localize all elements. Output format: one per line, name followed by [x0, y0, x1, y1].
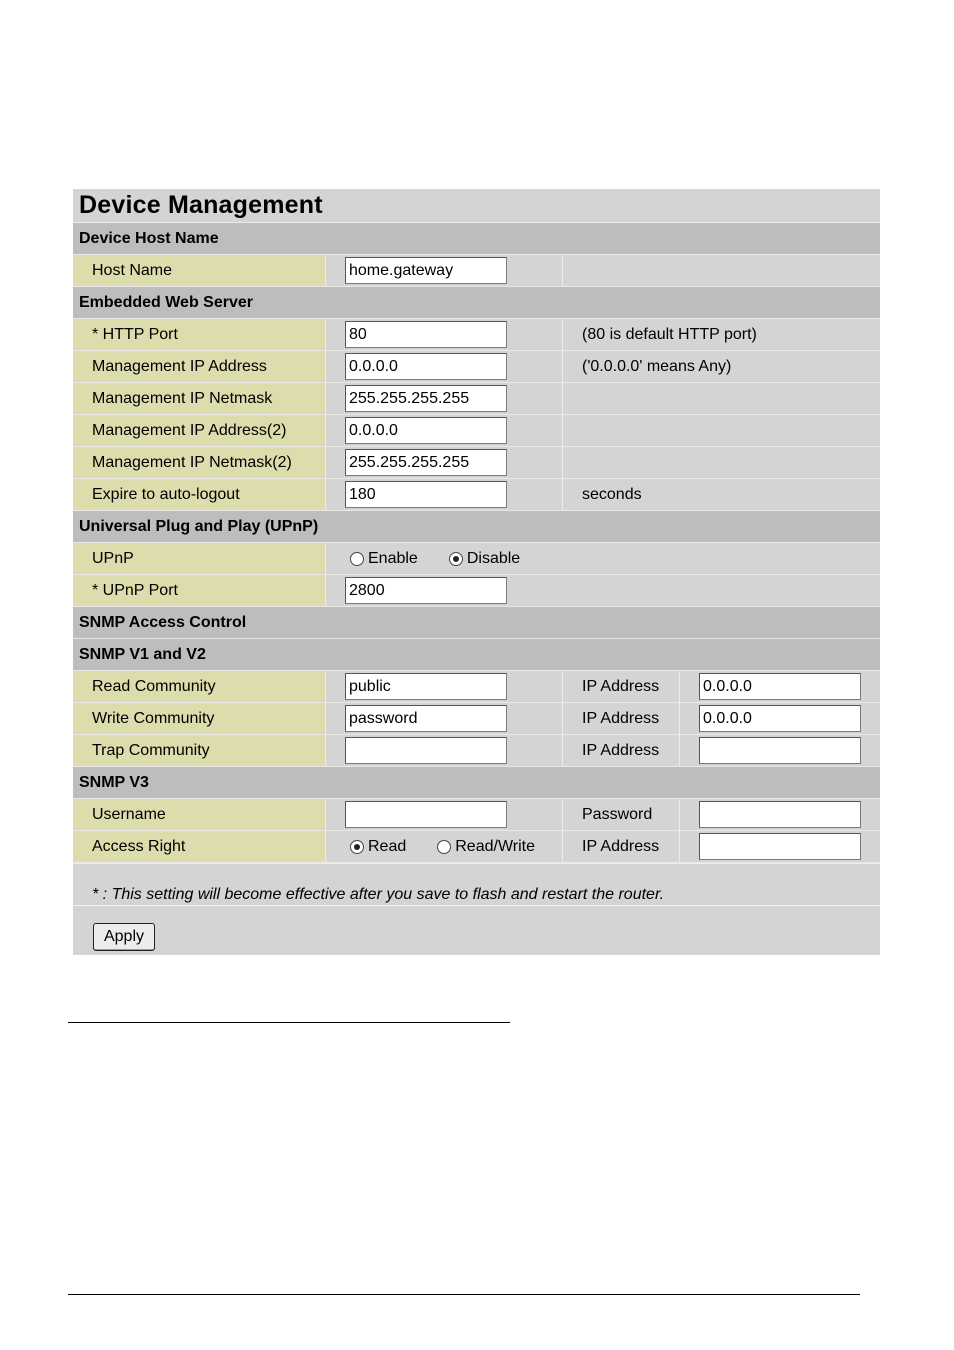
- upnp-port-row: [73, 575, 880, 607]
- username-row: [73, 799, 880, 831]
- http-port-input[interactable]: [345, 321, 507, 348]
- upnp-port-input[interactable]: [345, 577, 507, 604]
- http-port-cell: [326, 319, 563, 350]
- access-radio-group: [345, 838, 535, 856]
- mgmt-mask2-label: Management IP Netmask(2): [73, 447, 326, 478]
- upnp-disable-label: Disable: [466, 549, 521, 567]
- trap-ip-input[interactable]: [699, 737, 861, 764]
- write-community-label: Write Community: [73, 703, 326, 734]
- trap-ip-label: IP Address: [563, 735, 680, 766]
- section-snmp-v1-v2: SNMP V1 and V2: [73, 639, 880, 671]
- upnp-label: UPnP: [73, 543, 326, 574]
- read-community-row: [73, 671, 880, 703]
- section-snmp-access-control: SNMP Access Control: [73, 607, 880, 639]
- access-right-cell: [326, 831, 563, 862]
- access-readwrite-radio[interactable]: [432, 838, 535, 856]
- access-read-radio[interactable]: [345, 838, 406, 856]
- section-device-host-name: Device Host Name: [73, 223, 880, 255]
- read-ip-cell: [680, 671, 880, 702]
- radio-readwrite-circle[interactable]: [437, 840, 451, 854]
- footnote-row: [73, 863, 880, 906]
- password-cell: [680, 799, 880, 830]
- host-name-input[interactable]: [345, 257, 507, 284]
- http-port-label: * HTTP Port: [73, 319, 326, 350]
- access-right-label: Access Right: [73, 831, 326, 862]
- device-management-panel: [73, 189, 880, 955]
- radio-enable-circle[interactable]: [350, 552, 364, 566]
- trap-community-cell: [326, 735, 563, 766]
- write-ip-cell: [680, 703, 880, 734]
- access-ip-label: IP Address: [563, 831, 680, 862]
- access-read-label: Read: [368, 837, 407, 855]
- divider-line-short: [68, 1022, 510, 1023]
- mgmt-mask-cell: [326, 383, 563, 414]
- mgmt-ip2-input[interactable]: [345, 417, 507, 444]
- write-community-cell: [326, 703, 563, 734]
- apply-button[interactable]: Apply: [93, 923, 155, 951]
- host-name-row: [73, 255, 880, 287]
- host-name-cell: [326, 255, 563, 286]
- page-title: Device Management: [79, 191, 323, 219]
- upnp-port-label: * UPnP Port: [73, 575, 326, 606]
- host-name-label: Host Name: [73, 255, 326, 286]
- access-readwrite-label: Read/Write: [455, 837, 535, 855]
- section-embedded-web-server: Embedded Web Server: [73, 287, 880, 319]
- mgmt-ip2-cell: [326, 415, 563, 446]
- read-ip-input[interactable]: [699, 673, 861, 700]
- password-label: Password: [563, 799, 680, 830]
- mgmt-mask2-cell: [326, 447, 563, 478]
- access-ip-input[interactable]: [699, 833, 861, 860]
- expire-row: [73, 479, 880, 511]
- mgmt-mask2-input[interactable]: [345, 449, 507, 476]
- mgmt-ip-cell: [326, 351, 563, 382]
- expire-cell: [326, 479, 563, 510]
- trap-ip-cell: [680, 735, 880, 766]
- trap-community-input[interactable]: [345, 737, 507, 764]
- title-row: [73, 189, 880, 223]
- access-ip-cell: [680, 831, 880, 862]
- mgmt-mask2-note: [563, 447, 880, 478]
- write-ip-input[interactable]: [699, 705, 861, 732]
- expire-label: Expire to auto-logout: [73, 479, 326, 510]
- section-upnp: Universal Plug and Play (UPnP): [73, 511, 880, 543]
- access-right-row: [73, 831, 880, 863]
- upnp-row: [73, 543, 880, 575]
- write-community-row: [73, 703, 880, 735]
- mgmt-mask-row: [73, 383, 880, 415]
- upnp-enable-label: Enable: [368, 549, 418, 567]
- username-label: Username: [73, 799, 326, 830]
- section-snmp-v3: SNMP V3: [73, 767, 880, 799]
- upnp-radio-group: [345, 550, 546, 568]
- mgmt-ip2-label: Management IP Address(2): [73, 415, 326, 446]
- expire-input[interactable]: [345, 481, 507, 508]
- upnp-enable-radio[interactable]: [345, 550, 418, 568]
- upnp-disable-radio[interactable]: [444, 550, 520, 568]
- radio-read-circle[interactable]: [350, 840, 364, 854]
- mgmt-ip2-row: [73, 415, 880, 447]
- write-community-input[interactable]: [345, 705, 507, 732]
- upnp-port-cell: [326, 575, 563, 606]
- read-ip-label: IP Address: [563, 671, 680, 702]
- mgmt-mask-input[interactable]: [345, 385, 507, 412]
- trap-community-label: Trap Community: [73, 735, 326, 766]
- mgmt-ip-label: Management IP Address: [73, 351, 326, 382]
- divider-line-footer: [68, 1294, 860, 1295]
- upnp-port-note: [563, 575, 880, 606]
- mgmt-ip-input[interactable]: [345, 353, 507, 380]
- read-community-input[interactable]: [345, 673, 507, 700]
- footnote-text: * : This setting will become effective after you save to flash and restart the router.: [92, 886, 665, 903]
- apply-row: [73, 906, 880, 955]
- host-name-note: [563, 255, 880, 286]
- mgmt-ip-row: [73, 351, 880, 383]
- mgmt-mask-label: Management IP Netmask: [73, 383, 326, 414]
- read-community-cell: [326, 671, 563, 702]
- mgmt-mask2-row: [73, 447, 880, 479]
- mgmt-ip2-note: [563, 415, 880, 446]
- radio-disable-circle[interactable]: [449, 552, 463, 566]
- mgmt-mask-note: [563, 383, 880, 414]
- trap-community-row: [73, 735, 880, 767]
- http-port-note: (80 is default HTTP port): [563, 319, 880, 350]
- write-ip-label: IP Address: [563, 703, 680, 734]
- password-input[interactable]: [699, 801, 861, 828]
- mgmt-ip-note: ('0.0.0.0' means Any): [563, 351, 880, 382]
- username-input[interactable]: [345, 801, 507, 828]
- username-cell: [326, 799, 563, 830]
- http-port-row: [73, 319, 880, 351]
- expire-note: seconds: [563, 479, 880, 510]
- upnp-radio-cell: [326, 543, 880, 574]
- read-community-label: Read Community: [73, 671, 326, 702]
